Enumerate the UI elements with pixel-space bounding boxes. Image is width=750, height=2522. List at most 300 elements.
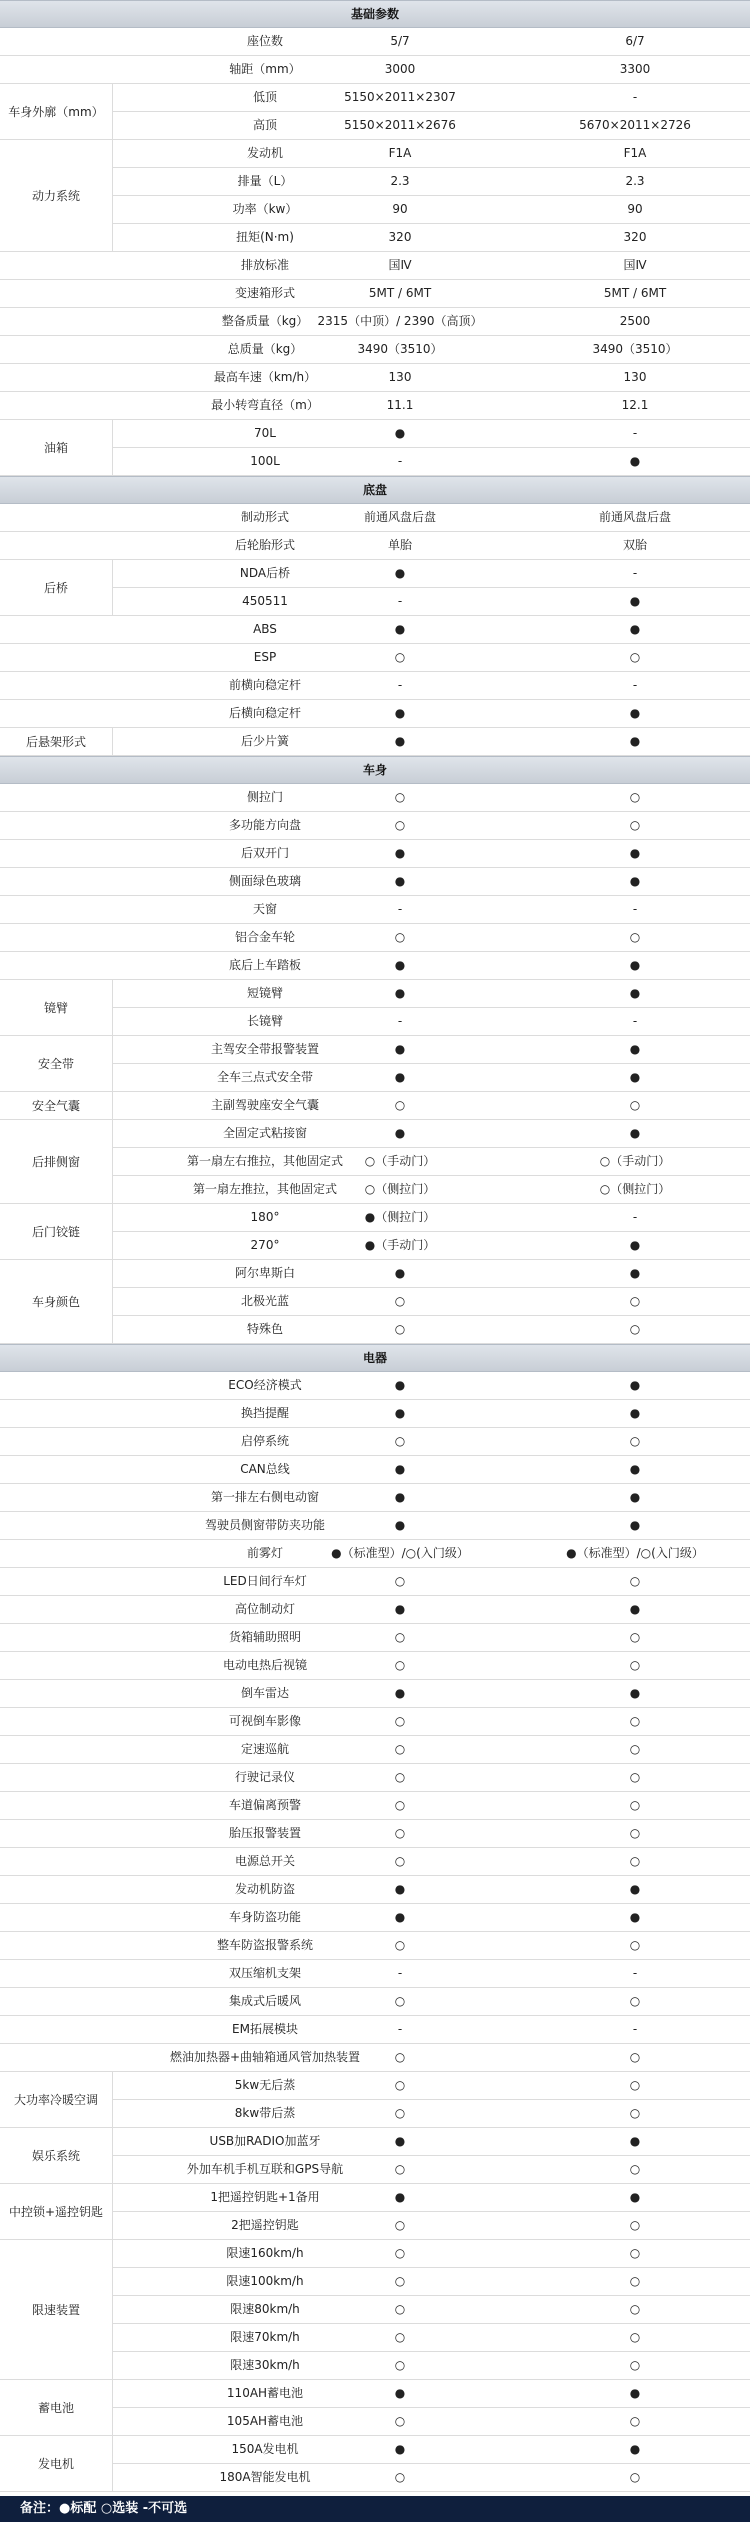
spec-name: 1把遥控钥匙+1备用 — [210, 2190, 320, 2204]
spec-value-col2: ○（侧拉门） — [599, 1182, 671, 1196]
spec-value-col1: ●（手动门） — [364, 1238, 436, 1252]
spec-name: 270° — [250, 1238, 280, 1252]
spec-value-col2: ○（手动门） — [599, 1154, 671, 1168]
spec-name: 外加车机手机互联和GPS导航 — [186, 2162, 344, 2176]
spec-value-col1: ○ — [394, 1938, 406, 1952]
spec-name: 整备质量（kg） — [221, 314, 309, 328]
spec-value-col2: ○ — [629, 790, 641, 804]
category-divider — [112, 1260, 113, 1344]
spec-name: 北极光蓝 — [240, 1294, 289, 1308]
spec-name: 功率（kw） — [232, 202, 298, 216]
spec-value-col2: ○ — [629, 1770, 641, 1784]
spec-value-col1: ○ — [394, 1826, 406, 1840]
column-divider — [520, 0, 521, 2492]
spec-value-col1: ○ — [394, 1742, 406, 1756]
spec-value-col2: ○ — [629, 930, 641, 944]
spec-name: 180° — [250, 1210, 280, 1224]
spec-value-col1: ○ — [394, 1994, 406, 2008]
spec-value-col1: ● — [394, 986, 406, 1000]
spec-name: NDA后桥 — [239, 566, 291, 580]
spec-value-col2: ● — [629, 622, 641, 636]
spec-value-col1: 5150×2011×2676 — [344, 118, 456, 132]
spec-value-col1: ○ — [394, 2302, 406, 2316]
spec-value-col2: - — [632, 1210, 638, 1224]
spec-name: 70L — [254, 426, 276, 440]
spec-value-col1: ○ — [394, 1574, 406, 1588]
spec-row — [0, 280, 750, 308]
spec-value-col2: ○ — [629, 2470, 641, 2484]
spec-value-col1: ● — [394, 426, 406, 440]
spec-row — [0, 1568, 750, 1596]
spec-row — [0, 56, 750, 84]
spec-row — [0, 1988, 750, 2016]
spec-value-col1: ○ — [394, 1714, 406, 1728]
spec-name: 限速100km/h — [226, 2274, 304, 2288]
spec-value-col1: ● — [394, 1882, 406, 1896]
spec-value-col2: ● — [629, 1070, 641, 1084]
spec-name: 限速30km/h — [230, 2358, 300, 2372]
spec-name: 后双开门 — [240, 846, 289, 860]
spec-value-col2: ○ — [629, 1574, 641, 1588]
section-header — [0, 1344, 750, 1372]
spec-value-col1: ○ — [394, 1854, 406, 1868]
spec-row — [0, 1792, 750, 1820]
spec-name: 电动电热后视镜 — [222, 1658, 307, 1672]
section-header — [0, 0, 750, 28]
spec-value-col1: 11.1 — [386, 398, 414, 412]
spec-value-col1: 前通风盘后盘 — [363, 510, 436, 524]
category-cell: 发电机 — [0, 2436, 112, 2492]
spec-name: 8kw带后蒸 — [234, 2106, 296, 2120]
spec-name: 180A智能发电机 — [219, 2470, 311, 2484]
spec-value-col2: - — [632, 90, 638, 104]
spec-value-col2: ● — [629, 958, 641, 972]
spec-value-col2: ● — [629, 734, 641, 748]
spec-value-col1: - — [397, 454, 403, 468]
spec-value-col1: - — [397, 678, 403, 692]
category-cell: 车身颜色 — [0, 1260, 112, 1344]
spec-row — [0, 1764, 750, 1792]
spec-row — [0, 1596, 750, 1624]
spec-row — [0, 364, 750, 392]
spec-value-col2: - — [632, 678, 638, 692]
category-cell: 后门铰链 — [0, 1204, 112, 1260]
spec-value-col1: ● — [394, 2386, 406, 2400]
spec-name: EM拓展模块 — [232, 2022, 298, 2036]
category-cell: 娱乐系统 — [0, 2128, 112, 2184]
spec-value-col1: 3000 — [384, 62, 416, 76]
spec-name: 铝合金车轮 — [234, 930, 295, 944]
spec-value-col1: ● — [394, 734, 406, 748]
spec-value-col1: ○ — [394, 2050, 406, 2064]
spec-value-col2: - — [632, 1966, 638, 1980]
spec-name: 扭矩(N·m) — [236, 230, 294, 244]
spec-name: 后少片簧 — [240, 734, 289, 748]
spec-name: 第一扇左推拉，其他固定式 — [192, 1182, 337, 1196]
spec-value-col2: ●（标准型）/○(入门级） — [566, 1546, 704, 1560]
spec-row — [0, 2044, 750, 2072]
category-divider — [112, 1204, 113, 1260]
spec-value-col1: 2315（中顶）/ 2390（高顶） — [317, 314, 483, 328]
spec-name: 第一扇左右推拉，其他固定式 — [186, 1154, 343, 1168]
spec-name: ESP — [253, 650, 277, 664]
spec-value-col2: - — [632, 1014, 638, 1028]
spec-value-col1: ○（侧拉门） — [364, 1182, 436, 1196]
spec-row — [0, 952, 750, 980]
spec-value-col1: ○ — [394, 2106, 406, 2120]
spec-value-col1: 90 — [392, 202, 408, 216]
spec-value-col1: ○ — [394, 2274, 406, 2288]
spec-name: 最小转弯直径（m） — [211, 398, 319, 412]
spec-value-col1: 5MT / 6MT — [368, 286, 432, 300]
category-cell: 车身外廓（mm） — [0, 84, 112, 140]
spec-value-col1: ○ — [394, 818, 406, 832]
spec-value-col2: ○ — [629, 2078, 641, 2092]
spec-name: 低顶 — [252, 90, 277, 104]
spec-value-col2: ○ — [629, 650, 641, 664]
spec-name: 150A发电机 — [231, 2442, 299, 2456]
spec-row — [0, 1960, 750, 1988]
spec-value-col2: ● — [629, 594, 641, 608]
spec-name: 多功能方向盘 — [228, 818, 301, 832]
category-divider — [112, 2184, 113, 2240]
section-title: 车身 — [362, 763, 387, 777]
spec-value-col1: ● — [394, 566, 406, 580]
spec-name: 集成式后暖风 — [228, 1994, 301, 2008]
spec-value-col2: ● — [629, 2134, 641, 2148]
spec-value-col1: ● — [394, 958, 406, 972]
spec-value-col2: 90 — [627, 202, 643, 216]
spec-row — [0, 532, 750, 560]
section-title: 电器 — [362, 1351, 387, 1365]
spec-name: 最高车速（km/h） — [213, 370, 317, 384]
spec-value-col1: ● — [394, 1406, 406, 1420]
category-divider — [112, 84, 113, 140]
spec-value-col2: ○ — [629, 2414, 641, 2428]
spec-value-col2: ○ — [629, 1826, 641, 1840]
spec-value-col1: ● — [394, 1378, 406, 1392]
spec-value-col1: ● — [394, 706, 406, 720]
spec-value-col1: F1A — [388, 146, 412, 160]
spec-value-col2: ○ — [629, 1098, 641, 1112]
spec-value-col2: - — [632, 2022, 638, 2036]
spec-value-col2: F1A — [623, 146, 647, 160]
category-divider — [112, 2128, 113, 2184]
spec-name: 110AH蓄电池 — [226, 2386, 304, 2400]
spec-value-col2: 5MT / 6MT — [603, 286, 667, 300]
spec-value-col2: 5670×2011×2726 — [579, 118, 691, 132]
category-divider — [112, 1120, 113, 1204]
category-divider — [112, 2380, 113, 2436]
spec-value-col1: ●（标准型）/○(入门级） — [331, 1546, 469, 1560]
spec-row — [0, 1708, 750, 1736]
section-title: 基础参数 — [350, 7, 399, 21]
spec-value-col2: ○ — [629, 2218, 641, 2232]
spec-row — [0, 812, 750, 840]
spec-value-col1: ○ — [394, 790, 406, 804]
spec-name: 底后上车踏板 — [228, 958, 301, 972]
spec-name: 排量（L） — [237, 174, 293, 188]
spec-name: 全车三点式安全带 — [216, 1070, 313, 1084]
category-cell: 中控锁+遥控钥匙 — [0, 2184, 112, 2240]
spec-row — [0, 672, 750, 700]
category-divider — [112, 1036, 113, 1092]
spec-value-col1: ● — [394, 1910, 406, 1924]
spec-value-col2: ○ — [629, 818, 641, 832]
spec-value-col2: ● — [629, 454, 641, 468]
spec-value-col1: 单胎 — [387, 538, 412, 552]
spec-value-col2: ○ — [629, 1994, 641, 2008]
spec-name: 限速80km/h — [230, 2302, 300, 2316]
spec-value-col1: ● — [394, 622, 406, 636]
spec-value-col2: ○ — [629, 2246, 641, 2260]
spec-value-col2: ● — [629, 1266, 641, 1280]
spec-value-col2: ○ — [629, 2162, 641, 2176]
spec-row — [0, 868, 750, 896]
spec-name: USB加RADIO加蓝牙 — [209, 2134, 321, 2148]
spec-name: 5kw无后蒸 — [234, 2078, 296, 2092]
spec-value-col1: ○ — [394, 1658, 406, 1672]
category-divider — [112, 2072, 113, 2128]
spec-row — [0, 784, 750, 812]
spec-row — [0, 1400, 750, 1428]
spec-value-col2: 320 — [623, 230, 647, 244]
spec-value-col2: - — [632, 426, 638, 440]
spec-name: 限速160km/h — [226, 2246, 304, 2260]
spec-row — [0, 840, 750, 868]
spec-value-col2: - — [632, 566, 638, 580]
spec-value-col1: ○ — [394, 1322, 406, 1336]
spec-name: 换挡提醒 — [240, 1406, 289, 1420]
spec-value-col2: ● — [629, 1686, 641, 1700]
spec-value-col2: ○ — [629, 1630, 641, 1644]
spec-row — [0, 28, 750, 56]
category-cell: 镜臂 — [0, 980, 112, 1036]
spec-row — [0, 1904, 750, 1932]
spec-value-col1: ● — [394, 1490, 406, 1504]
section-title: 底盘 — [362, 483, 387, 497]
category-divider — [112, 1092, 113, 1120]
spec-name: 高位制动灯 — [234, 1602, 295, 1616]
spec-value-col1: ● — [394, 2134, 406, 2148]
spec-row — [0, 1484, 750, 1512]
spec-value-col2: ● — [629, 1910, 641, 1924]
category-cell: 油箱 — [0, 420, 112, 476]
spec-row — [0, 504, 750, 532]
spec-row — [0, 700, 750, 728]
category-divider — [112, 980, 113, 1036]
spec-value-col2: 2500 — [619, 314, 651, 328]
spec-name: 车道偏离预警 — [228, 1798, 301, 1812]
spec-name: CAN总线 — [240, 1462, 290, 1476]
spec-name: 短镜臂 — [246, 986, 283, 1000]
spec-value-col2: ○ — [629, 1798, 641, 1812]
spec-value-col2: 双胎 — [622, 538, 647, 552]
spec-value-col2: ● — [629, 1042, 641, 1056]
spec-value-col2: ● — [629, 1490, 641, 1504]
spec-value-col1: - — [397, 2022, 403, 2036]
spec-name: 侧拉门 — [246, 790, 283, 804]
spec-value-col1: ● — [394, 846, 406, 860]
spec-value-col2: 前通风盘后盘 — [598, 510, 671, 524]
spec-name: 行驶记录仪 — [234, 1770, 295, 1784]
spec-value-col1: ● — [394, 1126, 406, 1140]
spec-value-col2: ○ — [629, 1294, 641, 1308]
spec-name: 发动机 — [246, 146, 283, 160]
spec-row — [0, 392, 750, 420]
spec-value-col2: ● — [629, 1462, 641, 1476]
spec-value-col1: ● — [394, 1462, 406, 1476]
spec-value-col2: ● — [629, 1238, 641, 1252]
spec-value-col1: ○ — [394, 1798, 406, 1812]
spec-value-col1: ● — [394, 1602, 406, 1616]
spec-value-col1: 国Ⅳ — [388, 258, 412, 272]
spec-row — [0, 1876, 750, 1904]
spec-name: 阿尔卑斯白 — [234, 1266, 295, 1280]
spec-name: 燃油加热器+曲轴箱通风管加热装置 — [169, 2050, 361, 2064]
spec-name: 制动形式 — [240, 510, 289, 524]
spec-value-col1: ○ — [394, 2470, 406, 2484]
spec-value-col1: ○ — [394, 1294, 406, 1308]
spec-value-col1: ○ — [394, 2218, 406, 2232]
spec-row — [0, 1820, 750, 1848]
spec-value-col1: ○ — [394, 2330, 406, 2344]
spec-value-col2: ○ — [629, 2358, 641, 2372]
spec-value-col1: ● — [394, 2190, 406, 2204]
spec-value-col1: ○ — [394, 1098, 406, 1112]
spec-value-col1: ○ — [394, 2162, 406, 2176]
spec-value-col2: 6/7 — [625, 34, 645, 48]
spec-name: 倒车雷达 — [240, 1686, 289, 1700]
section-header — [0, 756, 750, 784]
spec-value-col2: ● — [629, 874, 641, 888]
spec-row — [0, 2016, 750, 2044]
spec-name: 主驾安全带报警装置 — [210, 1042, 319, 1056]
spec-value-col1: ○ — [394, 2078, 406, 2092]
spec-name: 电源总开关 — [234, 1854, 295, 1868]
spec-row — [0, 616, 750, 644]
spec-name: 变速箱形式 — [234, 286, 295, 300]
spec-row — [0, 252, 750, 280]
category-divider — [112, 2240, 113, 2380]
spec-row — [0, 1848, 750, 1876]
spec-value-col1: ○ — [394, 2414, 406, 2428]
spec-value-col2: ● — [629, 1406, 641, 1420]
spec-value-col2: ● — [629, 1126, 641, 1140]
spec-value-col1: 3490（3510） — [357, 342, 443, 356]
category-cell: 安全带 — [0, 1036, 112, 1092]
spec-value-col1: ○ — [394, 2246, 406, 2260]
spec-value-col1: - — [397, 1014, 403, 1028]
spec-value-col1: ○ — [394, 930, 406, 944]
spec-value-col2: ● — [629, 986, 641, 1000]
spec-name: 驾驶员侧窗带防夹功能 — [204, 1518, 325, 1532]
spec-name: 排放标准 — [240, 258, 289, 272]
spec-value-col2: ○ — [629, 1714, 641, 1728]
category-cell: 蓄电池 — [0, 2380, 112, 2436]
category-divider — [112, 420, 113, 476]
spec-value-col2: ○ — [629, 2330, 641, 2344]
spec-value-col1: 130 — [388, 370, 412, 384]
spec-value-col1: ○（手动门） — [364, 1154, 436, 1168]
spec-row — [0, 896, 750, 924]
spec-value-col2: ● — [629, 706, 641, 720]
spec-value-col1: ●（侧拉门） — [364, 1210, 436, 1224]
spec-value-col1: ● — [394, 1266, 406, 1280]
spec-value-col1: ○ — [394, 1434, 406, 1448]
spec-row — [0, 1680, 750, 1708]
spec-row — [0, 1512, 750, 1540]
spec-row — [0, 1540, 750, 1568]
spec-name: 前雾灯 — [246, 1546, 283, 1560]
spec-value-col2: ○ — [629, 1854, 641, 1868]
spec-name: 天窗 — [252, 902, 277, 916]
spec-name: 后横向稳定杆 — [228, 706, 301, 720]
category-cell: 后桥 — [0, 560, 112, 616]
spec-value-col2: ● — [629, 1602, 641, 1616]
category-cell: 限速装置 — [0, 2240, 112, 2380]
spec-value-col2: ● — [629, 2442, 641, 2456]
spec-name: 第一排左右侧电动窗 — [210, 1490, 319, 1504]
spec-name: 发动机防盗 — [234, 1882, 295, 1896]
spec-value-col1: 320 — [388, 230, 412, 244]
spec-value-col1: ○ — [394, 1630, 406, 1644]
spec-name: 轴距（mm） — [229, 62, 301, 76]
spec-value-col2: ○ — [629, 1742, 641, 1756]
spec-name: 启停系统 — [240, 1434, 289, 1448]
spec-name: 整车防盗报警系统 — [216, 1938, 313, 1952]
spec-row — [0, 1932, 750, 1960]
spec-value-col2: ● — [629, 1882, 641, 1896]
category-cell: 后排侧窗 — [0, 1120, 112, 1204]
spec-name: 前横向稳定杆 — [228, 678, 301, 692]
spec-value-col1: ● — [394, 1070, 406, 1084]
spec-value-col2: ○ — [629, 2274, 641, 2288]
spec-value-col1: - — [397, 594, 403, 608]
spec-name: 100L — [250, 454, 280, 468]
spec-row — [0, 308, 750, 336]
spec-name: 限速70km/h — [230, 2330, 300, 2344]
spec-value-col2: ○ — [629, 1434, 641, 1448]
category-divider — [112, 560, 113, 616]
spec-name: 450511 — [242, 594, 288, 608]
spec-value-col2: - — [632, 902, 638, 916]
spec-value-col2: ○ — [629, 1938, 641, 1952]
spec-name: 总质量（kg） — [227, 342, 303, 356]
spec-name: 座位数 — [246, 34, 283, 48]
category-cell: 动力系统 — [0, 140, 112, 252]
spec-value-col1: ● — [394, 1518, 406, 1532]
spec-name: 全固定式粘接窗 — [222, 1126, 307, 1140]
spec-value-col2: 3300 — [619, 62, 651, 76]
spec-value-col1: 2.3 — [390, 174, 410, 188]
spec-name: 货箱辅助照明 — [228, 1630, 301, 1644]
spec-value-col1: ○ — [394, 2358, 406, 2372]
legend-footer: 备注：●标配 ○选装 -不可选 — [0, 2496, 750, 2522]
spec-value-col2: ○ — [629, 2106, 641, 2120]
spec-name: 后轮胎形式 — [234, 538, 295, 552]
spec-value-col2: 12.1 — [621, 398, 649, 412]
spec-name: 特殊色 — [246, 1322, 283, 1336]
spec-value-col1: ● — [394, 1686, 406, 1700]
section-header — [0, 476, 750, 504]
category-divider — [112, 140, 113, 252]
spec-row — [0, 924, 750, 952]
spec-row — [0, 644, 750, 672]
category-divider — [112, 2436, 113, 2492]
spec-row — [0, 336, 750, 364]
spec-value-col2: ○ — [629, 1322, 641, 1336]
